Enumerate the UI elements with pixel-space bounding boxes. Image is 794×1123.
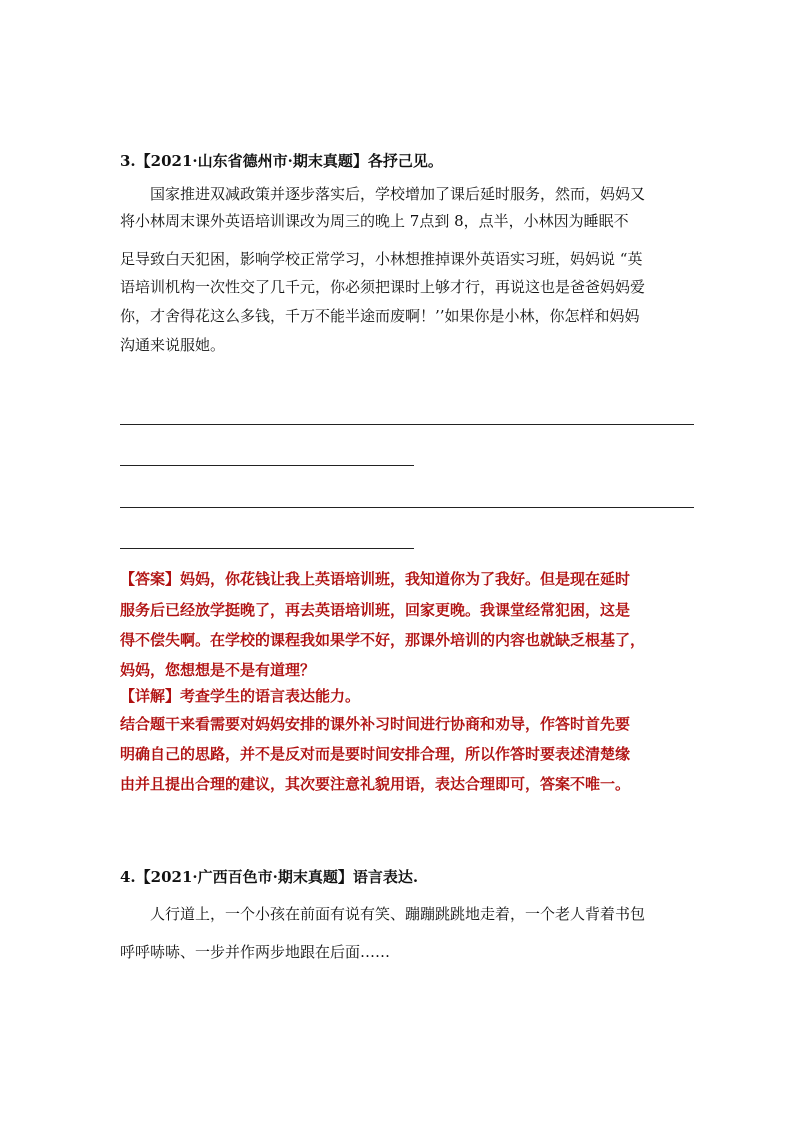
q3-body-line-2: 将小林周末课外英语培训课改为周三的晚上 7点到 8，点半，小林因为睡眠不 (120, 212, 629, 230)
answer-blank-line-1[interactable] (120, 424, 694, 425)
q3-body-line-1: 国家推进双减政策并逐步落实后，学校增加了课后延时服务，然而，妈妈又 (150, 185, 646, 203)
answer-line-2: 服务后已经放学挺晚了，再去英语培训班，回家更晚。我课堂经常犯困，这是 (120, 601, 631, 619)
q4-body-line-1: 人行道上，一个小孩在前面有说有笑、蹦蹦跳跳地走着，一个老人背着书包 (150, 905, 646, 923)
detail-heading: 【详解】考查学生的语言表达能力。 (120, 687, 361, 705)
q3-body-line-4: 语培训机构一次性交了几千元，你必须把课时上够才行，再说这也是爸爸妈妈爱 (120, 278, 646, 296)
question-4-body (120, 901, 680, 967)
q3-body-line-5: 你，才舍得花这么多钱，千万不能半途而废啊！’’如果你是小林，你怎样和妈妈 (120, 307, 640, 325)
answer-blank-line-3[interactable] (120, 507, 694, 508)
detail-line-2: 明确自己的思路，并不是反对而是要时间安排合理，所以作答时要表述清楚缘 (120, 745, 631, 763)
answer-line-1: 【答案】妈妈，你花钱让我上英语培训班，我知道你为了我好。但是现在延时 (120, 570, 631, 588)
question-3-title: 3.【2021·山东省德州市·期末真题】各抒己见。 (120, 152, 443, 170)
question-4-title: 4.【2021·广西百色市·期末真题】语言表达. (120, 868, 419, 886)
q3-body-line-3: 足导致白天犯困，影响学校正常学习，小林想推掉课外英语实习班，妈妈说 “英 (120, 250, 643, 268)
q4-body-line-2: 呼呼哧哧、一步并作两步地跟在后面…… (120, 943, 391, 961)
answer-blank-line-2[interactable] (120, 465, 414, 466)
question-3-body (120, 181, 680, 360)
answer-line-3: 得不偿失啊。在学校的课程我如果学不好，那课外培训的内容也就缺乏根基了， (120, 631, 646, 649)
question-3-answer (120, 565, 680, 800)
answer-line-4: 妈妈，您想想是不是有道理？ (120, 661, 316, 679)
detail-line-3: 由并且提出合理的建议，其次要注意礼貌用语，表达合理即可，答案不唯一。 (120, 775, 631, 793)
q3-body-line-6: 沟通来说服她。 (120, 336, 226, 354)
detail-line-1: 结合题干来看需要对妈妈安排的课外补习时间进行协商和劝导，作答时首先要 (120, 715, 631, 733)
answer-blank-line-4[interactable] (120, 548, 414, 549)
